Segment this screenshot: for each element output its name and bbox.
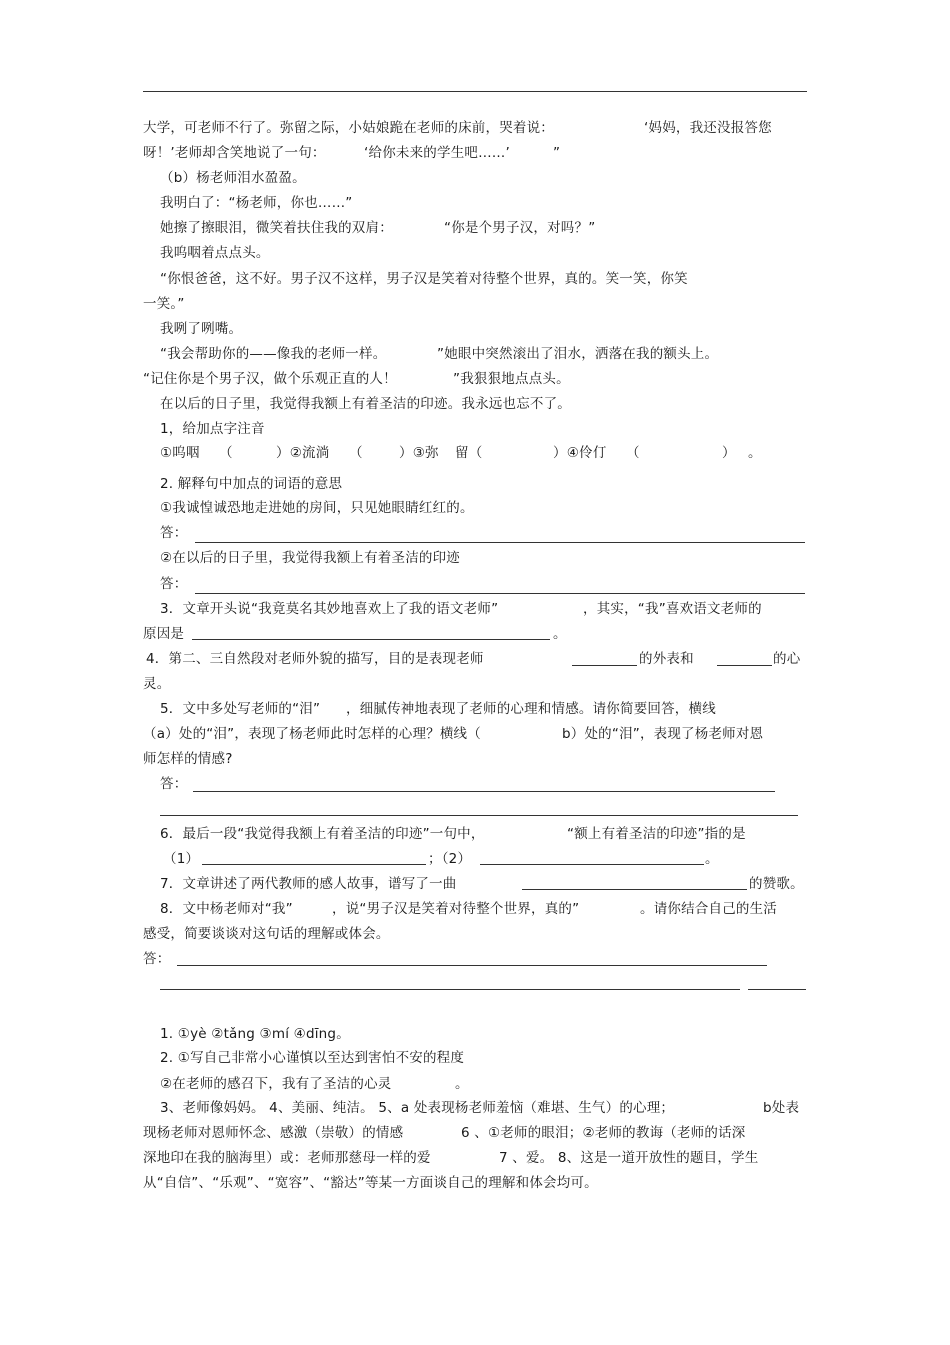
answer-label: 答： bbox=[160, 525, 188, 541]
question-5-cont: 师怎样的情感? bbox=[143, 751, 233, 767]
story-line: 在以后的日子里，我觉得我额上有着圣洁的印迹。我永远也忘不了。 bbox=[160, 396, 571, 412]
q1-item: 留（ bbox=[455, 445, 483, 461]
story-line: 呀！’老师却含笑地说了一句： bbox=[143, 145, 326, 161]
question-6-cont: ；（2） bbox=[428, 851, 472, 867]
story-line: 我咧了咧嘴。 bbox=[160, 321, 243, 337]
header-rule bbox=[143, 91, 807, 92]
answer-line[interactable] bbox=[192, 639, 550, 640]
story-line: 大学，可老师不行了。弥留之际，小姑娘跪在老师的床前，哭着说： bbox=[143, 120, 554, 136]
answer-key-2c: 。 bbox=[455, 1076, 469, 1092]
answer-line[interactable] bbox=[522, 889, 747, 890]
answer-key-5b: 7 、爱。 8、这是一道开放性的题目，学生 bbox=[499, 1150, 759, 1166]
story-line: 我明白了：“杨老师，你也……” bbox=[160, 195, 353, 211]
question-5-cont: （a）处的“泪”，表现了杨老师此时怎样的心理？横线（ bbox=[143, 726, 481, 742]
question-3: 3．文章开头说“我竟莫名其妙地喜欢上了我的语文老师” bbox=[160, 601, 499, 617]
question-1: 1，给加点字注音 bbox=[160, 421, 265, 437]
question-4-cont: 灵。 bbox=[143, 676, 171, 692]
answer-line[interactable] bbox=[160, 989, 740, 990]
answer-key-4: 现杨老师对恩师怀念、感激（崇敬）的情感 bbox=[143, 1125, 404, 1141]
answer-line[interactable] bbox=[177, 965, 767, 966]
answer-key-6: 从“自信”、“乐观”、“宽容”、“豁达”等某一方面谈自己的理解和体会均可。 bbox=[143, 1175, 598, 1191]
answer-line[interactable] bbox=[193, 791, 775, 792]
answer-line[interactable] bbox=[202, 864, 426, 865]
q1-item: （ bbox=[219, 445, 233, 461]
question-6-cont: “额上有着圣洁的印迹”指的是 bbox=[567, 826, 746, 842]
question-5: 5．文中多处写老师的“泪” bbox=[160, 701, 321, 717]
question-8-cont: ，说“男子汉是笑着对待整个世界，真的” bbox=[332, 901, 580, 917]
q1-item: （ bbox=[349, 445, 363, 461]
q1-item: ） bbox=[722, 445, 736, 461]
story-line: ‘给你未来的学生吧……’ bbox=[364, 145, 510, 161]
story-line: “你恨爸爸，这不好。男子汉不这样，男子汉是笑着对待整个世界，真的。笑一笑，你笑 bbox=[160, 271, 688, 287]
story-line: ”我狠狠地点点头。 bbox=[453, 371, 570, 387]
answer-line[interactable] bbox=[717, 665, 772, 666]
question-5-cont: ，细腻传神地表现了老师的心理和情感。请你简要回答，横线 bbox=[346, 701, 716, 717]
answer-key-4b: 6 、①老师的眼泪；②老师的教诲（老师的话深 bbox=[461, 1125, 746, 1141]
question-2-sentence-1: ①我诚惶诚恐地走进她的房间，只见她眼睛红红的。 bbox=[160, 500, 474, 516]
answer-line[interactable] bbox=[195, 542, 805, 543]
answer-key-2b: ②在老师的感召下，我有了圣洁的心灵 bbox=[160, 1076, 392, 1092]
q1-item: ）③弥 bbox=[399, 445, 439, 461]
question-2-sentence-2: ②在以后的日子里，我觉得我额上有着圣洁的印迹 bbox=[160, 550, 461, 566]
story-line: 她擦了擦眼泪，微笑着扶住我的双肩： bbox=[160, 220, 393, 236]
q1-item: （ bbox=[626, 445, 640, 461]
question-3-cont: ，其实，“我”喜欢语文老师的 bbox=[583, 601, 762, 617]
story-line: ‘妈妈，我还没报答您 bbox=[644, 120, 772, 136]
q1-item: ）④伶仃 bbox=[553, 445, 607, 461]
question-4-cont: 的心 bbox=[773, 651, 801, 667]
question-4: 4．第二、三自然段对老师外貌的描写，目的是表现老师 bbox=[146, 651, 484, 667]
question-6-cont: 。 bbox=[705, 851, 719, 867]
answer-label: 答： bbox=[160, 576, 188, 592]
answer-key-1: 1. ①yè ②tǎng ③mí ④dīng。 bbox=[160, 1026, 350, 1042]
story-line: （b）杨老师泪水盈盈。 bbox=[160, 170, 306, 186]
q1-item: ）②流淌 bbox=[276, 445, 330, 461]
answer-line[interactable] bbox=[572, 665, 637, 666]
answer-label: 答： bbox=[160, 776, 188, 792]
story-line: “我会帮助你的——像我的老师一样。 bbox=[160, 346, 387, 362]
q1-item: 。 bbox=[748, 445, 762, 461]
question-5-cont: b）处的“泪”，表现了杨老师对恩 bbox=[562, 726, 764, 742]
answer-label: 答： bbox=[143, 951, 171, 967]
story-line: 一笑。” bbox=[143, 296, 185, 312]
answer-line[interactable] bbox=[195, 593, 805, 594]
story-line: “你是个男子汉，对吗？” bbox=[444, 220, 596, 236]
question-2: 2. 解释句中加点的词语的意思 bbox=[160, 476, 343, 492]
answer-key-5: 深地印在我的脑海里）或：老师那慈母一样的爱 bbox=[143, 1150, 431, 1166]
question-3-cont: 。 bbox=[553, 626, 567, 642]
story-line: ” bbox=[553, 145, 561, 161]
story-line: “记住你是个男子汉，做个乐观正直的人！ bbox=[143, 371, 397, 387]
story-line: 我呜咽着点点头。 bbox=[160, 245, 270, 261]
question-7-cont: 的赞歌。 bbox=[749, 876, 804, 892]
question-8: 8．文中杨老师对“我” bbox=[160, 901, 293, 917]
question-3-cont: 原因是 bbox=[143, 626, 185, 642]
story-line: ”她眼中突然滚出了泪水，洒落在我的额头上。 bbox=[437, 346, 719, 362]
answer-line[interactable] bbox=[748, 989, 806, 990]
question-4-cont: 的外表和 bbox=[639, 651, 694, 667]
answer-line[interactable] bbox=[160, 815, 798, 816]
q1-item: ①呜咽 bbox=[160, 445, 200, 461]
answer-key-3: 3、老师像妈妈。 4、美丽、纯洁。 5、a 处表现杨老师羞恼（难堪、生气）的心理； bbox=[160, 1100, 675, 1116]
answer-line[interactable] bbox=[480, 864, 704, 865]
answer-key-2: 2. ①写自己非常小心谨慎以至达到害怕不安的程度 bbox=[160, 1050, 465, 1066]
question-7: 7．文章讲述了两代教师的感人故事，谱写了一曲 bbox=[160, 876, 457, 892]
question-6: 6．最后一段“我觉得我额上有着圣洁的印迹”一句中， bbox=[160, 826, 485, 842]
question-8-cont: 。请你结合自己的生活 bbox=[640, 901, 777, 917]
question-6-cont: （1） bbox=[163, 851, 200, 867]
answer-key-3b: b处表 bbox=[763, 1100, 800, 1116]
question-8-cont: 感受，简要谈谈对这句话的理解或体会。 bbox=[143, 926, 390, 942]
